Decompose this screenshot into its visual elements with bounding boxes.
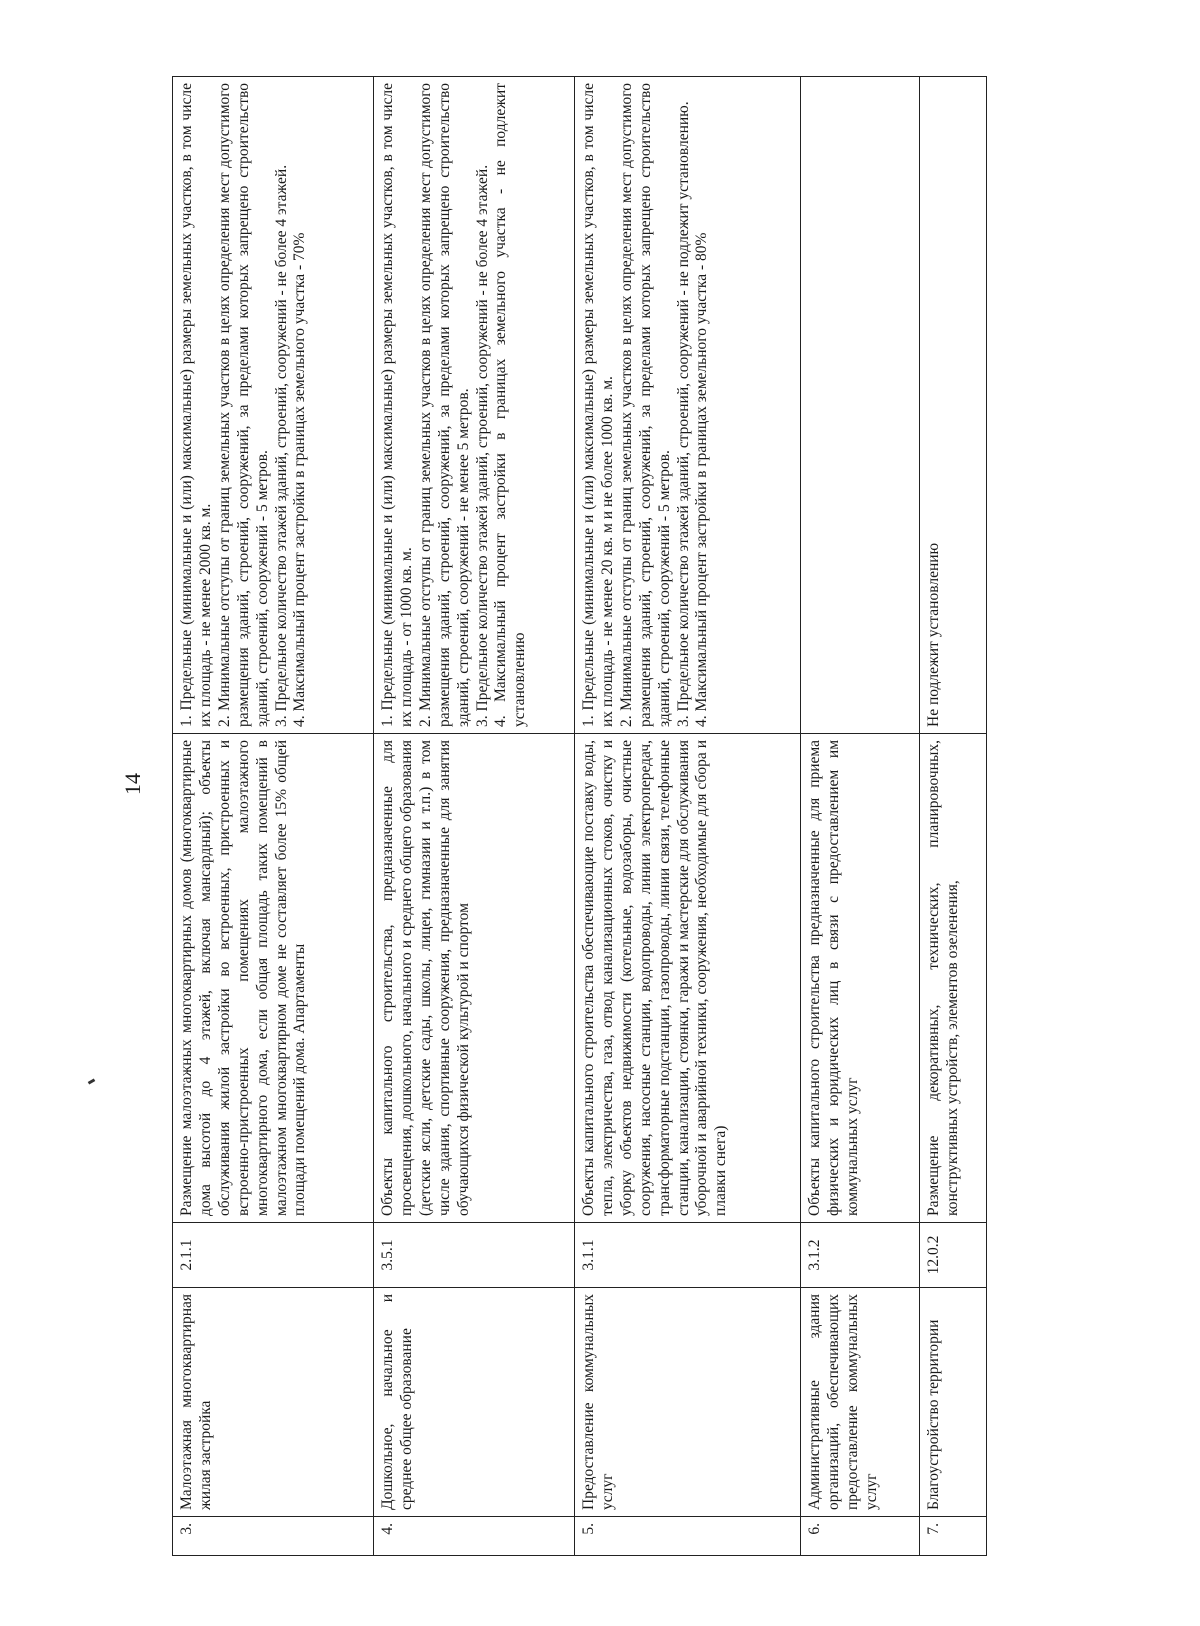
parameter-line: 4. Максимальный процент застройки в границах земельного участка - 70% [291,232,309,727]
parameters-cell [575,77,801,734]
parameter-line: 2. Минимальные отступы от границ земельных участков в целях определения мест допустимого размещения зданий, строений, сооружений, за пределами которых запрещено строительство зданий, строений, сооружений - 5 метров. [215,83,271,727]
table-row [575,77,801,1556]
use-type-code: 12.0.2 [920,1223,987,1288]
use-type-name: Предоставление коммунальных услуг [575,1288,801,1517]
use-type-name: Малоэтажная многоквартирная жилая застройка [173,1288,374,1517]
parameter-line: 1. Предельные (минимальные и (или) максимальные) размеры земельных участков, в том числе их площадь - не менее 2000 кв. м. [178,83,214,727]
parameter-line: 4. Максимальный процент застройки в границах земельного участка - не подлежит установлению [492,83,529,727]
use-type-code: 2.1.1 [173,1223,374,1288]
row-number: 3. [173,1517,374,1556]
rotated-page [172,76,1007,1556]
use-type-code: 3.1.1 [575,1223,801,1288]
parameters-cell [374,77,575,734]
use-type-description: Объекты капитального строительства предназначенные для приема физических и юридических лиц в связи с предоставлением им коммунальных услуг [801,734,920,1223]
table-row [801,77,920,1556]
parameter-line: 1. Предельные (минимальные и (или) максимальные) размеры земельных участков, в том числе их площадь - от 1000 кв. м. [379,83,415,727]
parameter-line: Не подлежит установлению [925,542,942,727]
use-type-code: 3.1.2 [801,1223,920,1288]
parameter-line: 2. Минимальные отступы от границ земельных участков в целях определения мест допустимого размещения зданий, строений, сооружений, за пределами которых запрещено строительство зданий, строений, сооружений - 5 метров. [617,83,673,727]
use-type-description: Объекты капитального строительства, предназначенные для просвещения, дошкольного, начального и среднего общего образования (детские ясли, детские сады, школы, лицеи, гимназии и т.п.) в том числе здания, спортивные сооружения, предназначенные для занятия обучающихся физической культурой и спортом [374,734,575,1223]
table-row [173,77,374,1556]
parameters-cell [173,77,374,734]
use-type-name: Дошкольное, начальное и среднее общее образование [374,1288,575,1517]
use-type-name: Административные здания организаций, обеспечивающих предоставление коммунальных услуг [801,1288,920,1517]
row-number: 6. [801,1517,920,1556]
use-type-description: Размещение малоэтажных многоквартирных домов (многоквартирные дома высотой до 4 этажей, включая мансардный); объекты обслуживания жилой застройки во встроенных, пристроенных и встроенно-пристроенных помещениях малоэтажного многоквартирного дома, если общая площадь таких помещений в малоэтажном многоквартирном доме не составляет более 15% общей площади помещений дома. Апартаменты [173,734,374,1223]
parameter-line: 2. Минимальные отступы от границ земельных участков в целях определения мест допустимого размещения зданий, строений, сооружений, за пределами которых запрещено строительство зданий, строений, сооружений - не менее 5 метров. [416,83,472,727]
parameter-line: 3. Предельное количество этажей зданий, строений, сооружений - не более 4 этажей. [272,164,290,727]
parameter-line: 3. Предельное количество этажей зданий, строений, сооружений - не подлежит установлению. [674,101,692,727]
page-number: 14 [120,773,145,795]
use-type-description: Размещение декоративных, технических, планировочных, конструктивных устройств, элементов озеленения, [920,734,987,1223]
table-row [920,77,987,1556]
table-row [374,77,575,1556]
row-number: 4. [374,1517,575,1556]
parameters-cell [801,77,920,734]
parameter-line: 3. Предельное количество этажей зданий, строений, сооружений - не более 4 этажей. [473,164,491,727]
regulations-table [172,76,987,1556]
use-type-name: Благоустройство территории [920,1288,987,1517]
use-type-description: Объекты капитального строительства обеспечивающие поставку воды, тепла, электричества, газа, отвод канализационных стоков, очистку и уборку объектов недвижимости (котельные, водозаборы, очистные сооружения, насосные станции, водопроводы, линии электропередач, трансформаторные подстанции, газопроводы, линии связи, телефонные станции, канализации, стоянки, гаражи и мастерские для обслуживания уборочной и аварийной техники, сооружения, необходимые для сбора и плавки снега) [575,734,801,1223]
scan-mark [88,1078,96,1084]
parameters-cell [920,77,987,734]
use-type-code: 3.5.1 [374,1223,575,1288]
parameter-line: 1. Предельные (минимальные и (или) максимальные) размеры земельных участков, в том числе их площадь - не менее 20 кв. м и не более 1000 кв. м. [580,83,616,727]
row-number: 7. [920,1517,987,1556]
row-number: 5. [575,1517,801,1556]
parameter-line: 4. Максимальный процент застройки в границах земельного участка - 80% [693,232,711,727]
